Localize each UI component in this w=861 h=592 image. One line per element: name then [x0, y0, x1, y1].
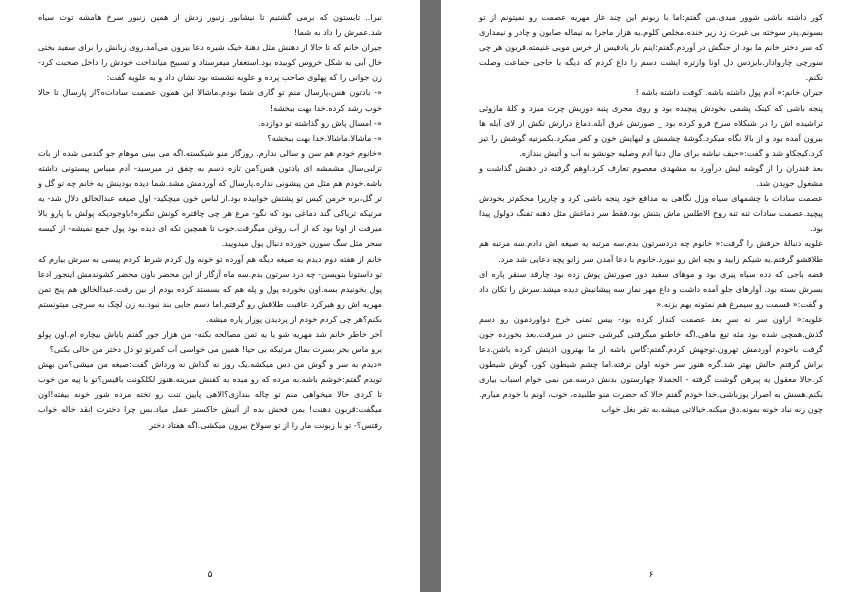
paragraph: نبرا.. تابستون که برمی گشتیم تا نیشابور زنبور زدش از همین زنبور سرخ هامشه توت سیاه شد.عمرش را داد به شما!	[38, 12, 382, 38]
paragraph: فضه باجی که دده سیاه پیری بود و موهای سفید دور صورتش پوش زده بود چارقد سنقر پاره ای بسرش بسته بود. آوارهای جلو آمده داشت و داغ مهر نماز سه پیشانیش دیده میشد.سرش را تکان داد و گفت:« قسمت رو سیمرغ هم نمتونه بهم بزنه.«	[479, 268, 823, 309]
paragraph: «دیدم به سر و گوش من دس میکشه.یک روز نه گذاش نه ورداش گفت:صیغه من میشی؟من بهش تویدم گفتم:خوشم باشه.به مرده که رو میده به کفنش میرینه.هنوز لکلکونت باقیس؟تو با پیه من خوب تا کردی حالا میخواهی منم تو چاله بندازی؟الاهی پایین تنت رو تخته مرده شور خونه بیفته!اون میگفت:قربون دهنت! بمن فحش بده از آتیش خاکستر عمل میاد.بس چرا دخترت انقد خاله خواب رفتس؟- تو با زبونت مار را از تو سولاخ بیرون میکشی.اگه هفتاد دختر	[38, 359, 382, 430]
paragraph: کور داشته باشی شوور میدی.من گفتم:اما با زبونم این چند غاز مهریه عصمت رو نمیتونم از تو بسونم.پدر سوخته بی غیرت زد زیر خنده.مخلص کلوم.یه هزار ماجرا به نیماله صابون و چادر و نیمداری که سر دختر خانم ما بود از جنگش در آوردم.گفتم:اینم بار یادفیس از خرس مویی غنیمته.قربون هر چی سورچی چاروادار.بایزدس دل اونا وازتره ایشت دسم را داغ کردم که دیگه با حاجی جماعت وصلت نکنم.	[479, 12, 823, 83]
paragraph: جیران خانم که تا حالا از دهنش مثل دهنهٔ خیک شیره دعا بیرون می‌آمد.روی زبانش را برای سفید بختی خال آبی به شکل خروس کوبیده بود.استغفار میفرستاد و تسبیح میانداخت خودش را داخل صحبت کرد- زن جوانی را که پهلوی صاحب پرده و علویه نشسته بود نشان داد و به علویه گفت:	[38, 42, 382, 83]
left-page	[0, 0, 420, 592]
paragraph: «- امسال پاش رو گذاشته تو دوازده.	[258, 117, 382, 128]
left-page-text	[38, 10, 382, 433]
paragraph: آخر خاطر خانم شد مهریه شو یا یه تمن مصالحه بکنه- من هزار جور گفتم باباش بیچاره ام.اون پولو برو ماس بخر بسرت بمال مرتیکه بی حیا! همین می خواسی آب کمرتو تو دل دختر من خالی بکنی؟	[38, 328, 382, 355]
paragraph: «- ماشالا.ماشالا.خدا بهت ببخشه؟	[267, 132, 382, 143]
paragraph: «خانوم خودم هم سن و سالی ندارم. روزگار منو شیکسته.اگه می بینی موهام جو گندمی شده از بات تزلبی‌سال مشمشه ای یادتون هس؟من تازه دسم به چفق در میرسید- آدم میباس پیستونی داشته باشه.خودم هم مثل من پیشونی نداره.پارسال که آوردمش مشد.شما دیده بودینش یه خانم چه تو گل و تر گل،بره خرمن کیس تو پشتش خوابیده بود.از لباس خون میچکید- اول صیغه عبدالخالق دلال شد- یه مرتیکه تریاکی گند دماغی بود که نگو- مرغ هر چی چاقتره کونش تنگتره!باوجودیکه پولش با پارو بالا میرفت از اونا بود که از آب روغن میگرفت.خوب تا همچین تکه ای دیده بود پول جمع نمیشه- از کیسه سحر مثل سگ سوزن خورده دنبال پول میدویید.	[38, 147, 382, 249]
page-number: ۶	[648, 570, 654, 580]
right-page-text	[479, 10, 823, 418]
paragraph: علویه دنبالهٔ حرفش را گرفت:« خانوم چه دردسرتون بدم.سه مرتبه یه صیغه اش دادم.سه مرتبه هم طلاقشو گرفتم.یه شیکم زایید و بچه اش رو نبورد.خانوم با دعا آمدن سر زانو پچه دعایی شد مرد.	[479, 238, 823, 264]
paragraph: جیران خانم:« آدم پول داشته باشه. کوفت داشته باشه !	[635, 87, 823, 98]
paragraph: «- بادتون هس،پارسال منم تو گاری شما بودم.ماشالا این همون عصمت سادات‌ه؟از پارسال تا حالا خوب رشد کرده.خدا بهت ببخشه!	[38, 87, 382, 113]
paragraph: عصمت سادات با چشمهای سیاه وزل نگاهی به مدافع خود پنجه باشی کرد و چارپرا محکم‌تر بخودش پیچید.عصمت سادات تنه تنه روح الاطلس ماش بتنش بود.فقط سر دماغش مثل دهنه تفنگ دولول پیدا بود.	[479, 193, 823, 234]
paragraph: بعد قندران را از گوشه لیش درآورد به مشهدی معصوم تعارف کرد.اوهم گرفته در دهنش گذاشت و مشغول جویدن شد.	[479, 162, 823, 189]
paragraph: خانم از هفته دوم دیدم یه صیغه دیگه هم آورده تو خونه ول کردم شرط کردم پیسی به سرش بیارم که تو داستونا بنویسن- چه درد سرتون بدم.سه ماه آزگار از این محضر باون محضر کشوندمش اینجور ادعا پول بخونیدم بسه.اون بخورده پول و پله هم که بسستد کرده بودم از بین رفت.عبدالخالق هم پنج تمن مهریه اش رو هیرکرد عاقبت طلاقش رو گرفتم.اما دسم جایی بند نبود.به زن لچک به سرچی میتونستم بکنم؟هر چی کردم خودم از پردیدن پوزار پاره میشه.	[38, 253, 382, 324]
page-number: ۵	[207, 570, 213, 580]
paragraph: علویه:« ازاون سر نه سرِ بعد عصمت کنداز کرده بود- ییس تمنی خرج دواوردمون رو دسم گذش.همچی شده بود مثه تیغ ماهی.اگه خاطتو میگرفتی گیرشی جنس در میرفت.بعد بخورده جون گرفت باخودم آوردمش تهرون.توجهش کردم.گفتم:گاس باشه از ما بهترون اذیتش کرده باشن.دعا براش گرفتم حالش بهتر شد.گره هنوز سر خونه اولن نرفته.اما چشم شیطون کور، گوش شیطون کر.حالا معقول یه پیرهن گوشت گرفته - الحمدلا چهارستون بدنش درسه.من نمی خوام اسباب بیاری بکنم.هسش به اصرار یوزباشی.خدا خودم گفتم حالا که حضرت منو طلبیده، خوب، اونم با خودم میارم. چون زنه نباد خونه بمونه.دق میکنه.خیالاتی میشه.به تقر بغل خواب	[479, 313, 823, 415]
right-page	[441, 0, 861, 592]
paragraph: پنجه باشی که کینک پشمی بخودش پیچیده بود و روی مجری پنبه دوزیش چرت میزد و کلهٔ مازوئی تراشیده اش را در شبکلاه سرخ فرو کرده بود _ صورتش غرق آبله.دماغ درازش تکش از لای آبله ها بیرون آمده بود و از بالا نگاه میکرد.گوشهٔ چشمش و لبهایش خون و کفر میکرد.بکمرنیه گوشش را تیز کرد.کیجکاو شد و گفت:«حیف نباشه برای مال دنیا آدم وصلیه جونشو به آب و آتیش بندازه.	[479, 102, 823, 158]
